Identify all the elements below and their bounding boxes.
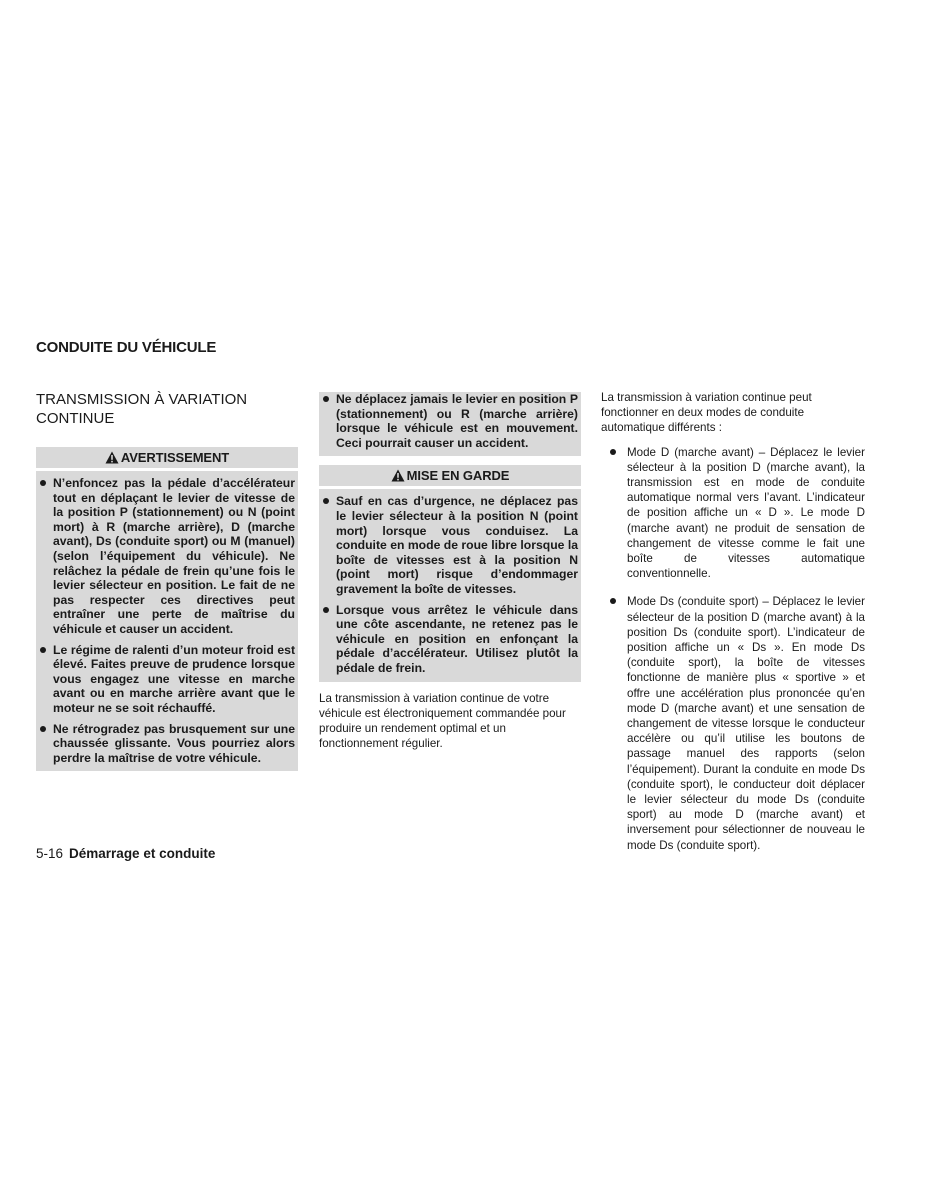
mode-item-text: Mode Ds (conduite sport) – Déplacez le levier sélecteur de la position D (marche avant) à la position Ds (conduite sport). L’indicateur de position affiche un « Ds ». En mode Ds (conduite sport), la boîte de vitesses fonctionne de manière plus « sportive » et offre une accélération plus prononcée qu’en mode D (marche avant) et une sensation de changement de vitesse lorsque le conducteur accélère ou qu’il utilise les boutons de passage manuel des rapports (selon l’équipement). Durant la conduite en mode Ds (conduite sport), le conducteur doit déplacer le levier sélecteur du mode Ds (conduite sport) au mode D (marche avant) et inversement pour sélectionner de nouveau le mode Ds (conduite sport). (627, 595, 865, 852)
bullet-dot-icon (40, 647, 46, 653)
warning-item-text: Le régime de ralenti d’un moteur froid est élevé. Faites preuve de prudence lorsque vous engagez une vitesse en marche avant ou en marche arrière avant que le moteur ne se soit réchauffé. (53, 642, 295, 715)
page-footer (36, 846, 215, 861)
intro-paragraph: La transmission à variation continue peut fonctionner en deux modes de conduite automatique différents : (601, 391, 812, 435)
caution-item-text: Sauf en cas d’urgence, ne déplacez pas le levier sélecteur à la position N (point mort) lorsque vous conduisez. La conduite en mode de roue libre lorsque la boîte de vitesses est à la position N (point mort) risque d’endommager gravement la boîte de vitesses. (336, 494, 578, 596)
bullet-dot-icon (40, 726, 46, 732)
warning-item (36, 722, 298, 766)
bullet-dot-icon (323, 607, 329, 613)
warning-list-continued (319, 392, 581, 450)
page-number: 5-16 (36, 846, 64, 861)
section-header: CONDUITE DU VÉHICULE (36, 339, 217, 356)
bullet-dot-icon (323, 498, 329, 504)
caution-box (319, 465, 581, 681)
warning-header (36, 447, 298, 471)
caution-header (319, 465, 581, 489)
column-2 (319, 390, 581, 751)
column-3 (601, 390, 865, 853)
caution-title: MISE EN GARDE (406, 468, 510, 484)
bullet-dot-icon (610, 598, 616, 604)
column-1 (36, 390, 298, 771)
bullet-dot-icon (323, 396, 329, 402)
warning-triangle-icon (391, 469, 405, 482)
warning-item-text: Ne rétrogradez pas brusquement sur une chaussée glissante. Vous pourriez alors perdre la maîtrise de votre véhicule. (53, 721, 295, 765)
mode-item (601, 594, 865, 852)
subsection-title: TRANSMISSION À VARIATION CONTINUE (36, 391, 248, 427)
warning-item-text: Ne déplacez jamais le levier en position P (stationnement) ou R (marche arrière) lorsque le véhicule est en mouvement. Ceci pourrait causer un accident. (336, 392, 578, 450)
warning-item (36, 643, 298, 716)
warning-triangle-icon (105, 451, 119, 464)
warning-item (36, 476, 298, 637)
caution-item-text: Lorsque vous arrêtez le véhicule dans une côte ascendante, ne retenez pas le véhicule en position en enfonçant la pédale d’accélérateur. Utilisez plutôt la pédale de frein. (336, 602, 578, 675)
mode-list (601, 445, 865, 853)
body-paragraph: La transmission à variation continue de votre véhicule est électroniquement commandée pour produire un rendement optimal et un fonctionnement régulier. (319, 691, 566, 751)
warning-title: AVERTISSEMENT (120, 450, 230, 465)
warning-item (319, 392, 581, 450)
warning-box-continued (319, 392, 581, 456)
chapter-title: Démarrage et conduite (69, 846, 216, 861)
mode-item (601, 445, 865, 582)
bullet-dot-icon (610, 449, 616, 455)
mode-item-text: Mode D (marche avant) – Déplacez le levier sélecteur à la position D (marche avant), la transmission est en mode de conduite automatique normal vers l’avant. L’indicateur de position affiche un « D ». Le mode D (marche avant) ne produit de sensation de changement de vitesse comme le fait une boîte de vitesses automatique conventionnelle. (627, 445, 865, 581)
caution-item (319, 494, 581, 596)
caution-list (319, 494, 581, 675)
warning-item-text: N’enfoncez pas la pédale d’accélérateur tout en déplaçant le levier de vitesse de la position P (stationnement) ou N (point mort) à R (marche arrière), D (marche avant), Ds (conduite sport) ou M (manuel) (selon l’équipement du véhicule). Ne relâchez la pédale de frein qu’une fois le levier sélecteur en position. Le fait de ne pas respecter ces directives peut entraîner une perte de maîtrise du véhicule et causer un accident. (53, 476, 295, 636)
caution-item (319, 603, 581, 676)
warning-list (36, 476, 298, 765)
bullet-dot-icon (40, 480, 46, 486)
warning-box (36, 447, 298, 771)
